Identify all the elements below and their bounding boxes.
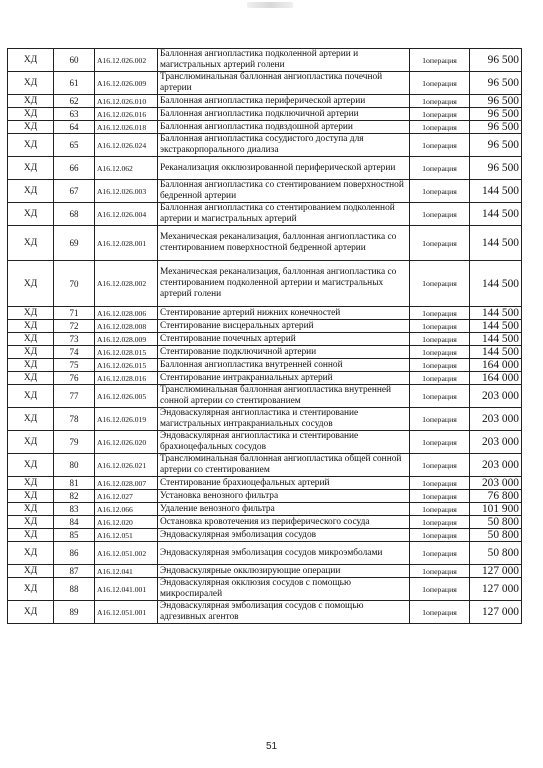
row-number-cell: 89	[54, 601, 95, 624]
price-cell: 203 000	[470, 385, 522, 408]
service-name-cell: Эндоваскулярная ангиопластика и стентирование магистральных интракраниальных сосудов	[158, 408, 410, 431]
table-row	[8, 121, 522, 134]
price-cell: 96 500	[470, 157, 522, 180]
unit-cell: 1операция	[410, 134, 470, 157]
unit-cell: 1операция	[410, 601, 470, 624]
row-number-cell: 73	[54, 333, 95, 346]
table-row	[8, 408, 522, 431]
price-cell: 164 000	[470, 359, 522, 372]
service-code-cell: A16.12.051.002	[95, 542, 158, 565]
department-cell: ХД	[8, 359, 54, 372]
department-cell: ХД	[8, 385, 54, 408]
table-row	[8, 565, 522, 578]
department-cell: ХД	[8, 565, 54, 578]
service-code-cell: A16.12.051	[95, 529, 158, 542]
row-number-cell: 84	[54, 516, 95, 529]
unit-cell: 1операция	[410, 121, 470, 134]
service-code-cell: A16.12.026.003	[95, 180, 158, 203]
service-name-cell: Стентирование подключичной артерии	[158, 346, 410, 359]
table-row	[8, 108, 522, 121]
service-name-cell: Транслюминальная баллонная ангиопластика общей сонной артерии со стентированием	[158, 454, 410, 477]
price-cell: 164 000	[470, 372, 522, 385]
service-code-cell: A16.12.026.015	[95, 359, 158, 372]
row-number-cell: 82	[54, 490, 95, 503]
service-name-cell: Остановка кровотечения из периферического сосуда	[158, 516, 410, 529]
service-name-cell: Баллонная ангиопластика подключичной артерии	[158, 108, 410, 121]
table-row	[8, 503, 522, 516]
service-code-cell: A16.12.028.002	[95, 261, 158, 307]
department-cell: ХД	[8, 157, 54, 180]
unit-cell: 1операция	[410, 408, 470, 431]
price-table-body	[8, 49, 522, 624]
service-code-cell: A16.12.028.009	[95, 333, 158, 346]
service-name-cell: Стентирование брахиоцефальных артерий	[158, 477, 410, 490]
row-number-cell: 68	[54, 203, 95, 226]
unit-cell: 1операция	[410, 307, 470, 320]
table-row	[8, 372, 522, 385]
price-cell: 144 500	[470, 180, 522, 203]
unit-cell: 1операция	[410, 346, 470, 359]
table-row	[8, 516, 522, 529]
price-cell: 144 500	[470, 307, 522, 320]
department-cell: ХД	[8, 108, 54, 121]
unit-cell: 1операция	[410, 542, 470, 565]
row-number-cell: 83	[54, 503, 95, 516]
department-cell: ХД	[8, 320, 54, 333]
unit-cell: 1операция	[410, 359, 470, 372]
row-number-cell: 64	[54, 121, 95, 134]
service-name-cell: Установка венозного фильтра	[158, 490, 410, 503]
table-row	[8, 578, 522, 601]
table-row	[8, 477, 522, 490]
service-code-cell: A16.12.026.016	[95, 108, 158, 121]
table-row	[8, 307, 522, 320]
table-row	[8, 203, 522, 226]
service-code-cell: A16.12.026.009	[95, 72, 158, 95]
table-row	[8, 261, 522, 307]
service-name-cell: Эндоваскулярная эмболизация сосудов микроэмболами	[158, 542, 410, 565]
price-cell: 144 500	[470, 333, 522, 346]
service-name-cell: Транслюминальная баллонная ангиопластика внутренней сонной артерии со стентированием	[158, 385, 410, 408]
department-cell: ХД	[8, 226, 54, 261]
unit-cell: 1операция	[410, 385, 470, 408]
row-number-cell: 74	[54, 346, 95, 359]
unit-cell: 1операция	[410, 72, 470, 95]
price-table	[7, 48, 522, 624]
table-row	[8, 95, 522, 108]
service-name-cell: Стентирование интракраниальных артерий	[158, 372, 410, 385]
row-number-cell: 60	[54, 49, 95, 72]
service-code-cell: A16.12.062	[95, 157, 158, 180]
service-name-cell: Стентирование почечных артерий	[158, 333, 410, 346]
unit-cell: 1операция	[410, 503, 470, 516]
price-cell: 144 500	[470, 320, 522, 333]
department-cell: ХД	[8, 307, 54, 320]
price-cell: 50 800	[470, 542, 522, 565]
row-number-cell: 77	[54, 385, 95, 408]
service-code-cell: A16.12.028.015	[95, 346, 158, 359]
scan-mark	[247, 2, 293, 8]
department-cell: ХД	[8, 490, 54, 503]
row-number-cell: 66	[54, 157, 95, 180]
department-cell: ХД	[8, 95, 54, 108]
table-row	[8, 157, 522, 180]
unit-cell: 1операция	[410, 529, 470, 542]
row-number-cell: 81	[54, 477, 95, 490]
service-code-cell: A16.12.027	[95, 490, 158, 503]
department-cell: ХД	[8, 516, 54, 529]
service-code-cell: A16.12.026.018	[95, 121, 158, 134]
department-cell: ХД	[8, 121, 54, 134]
unit-cell: 1операция	[410, 578, 470, 601]
row-number-cell: 75	[54, 359, 95, 372]
price-cell: 144 500	[470, 226, 522, 261]
service-name-cell: Стентирование артерий нижних конечностей	[158, 307, 410, 320]
service-code-cell: A16.12.026.024	[95, 134, 158, 157]
table-row	[8, 359, 522, 372]
unit-cell: 1операция	[410, 490, 470, 503]
row-number-cell: 80	[54, 454, 95, 477]
row-number-cell: 63	[54, 108, 95, 121]
unit-cell: 1операция	[410, 372, 470, 385]
price-cell: 101 900	[470, 503, 522, 516]
table-row	[8, 542, 522, 565]
service-name-cell: Баллонная ангиопластика со стентированием поверхностной бедренной артерии	[158, 180, 410, 203]
service-code-cell: A16.12.026.010	[95, 95, 158, 108]
service-name-cell: Эндоваскулярные окклюзирующие операции	[158, 565, 410, 578]
unit-cell: 1операция	[410, 333, 470, 346]
service-name-cell: Механическая реканализация, баллонная ангиопластика со стентированием подколенной артерии и магистральных артерий голени	[158, 261, 410, 307]
department-cell: ХД	[8, 49, 54, 72]
row-number-cell: 87	[54, 565, 95, 578]
row-number-cell: 67	[54, 180, 95, 203]
department-cell: ХД	[8, 333, 54, 346]
service-name-cell: Баллонная ангиопластика периферической артерии	[158, 95, 410, 108]
row-number-cell: 85	[54, 529, 95, 542]
row-number-cell: 65	[54, 134, 95, 157]
price-cell: 127 000	[470, 565, 522, 578]
price-cell: 76 800	[470, 490, 522, 503]
row-number-cell: 72	[54, 320, 95, 333]
row-number-cell: 70	[54, 261, 95, 307]
department-cell: ХД	[8, 346, 54, 359]
unit-cell: 1операция	[410, 180, 470, 203]
unit-cell: 1операция	[410, 454, 470, 477]
service-name-cell: Баллонная ангиопластика подвздошной артерии	[158, 121, 410, 134]
price-cell: 127 000	[470, 578, 522, 601]
department-cell: ХД	[8, 503, 54, 516]
service-name-cell: Эндоваскулярная ангиопластика и стентирование брахиоцефальных сосудов	[158, 431, 410, 454]
row-number-cell: 76	[54, 372, 95, 385]
service-name-cell: Эндоваскулярная эмболизация сосудов с помощью адгезивных агентов	[158, 601, 410, 624]
price-cell: 203 000	[470, 431, 522, 454]
price-cell: 203 000	[470, 477, 522, 490]
table-row	[8, 385, 522, 408]
service-code-cell: A16.12.026.021	[95, 454, 158, 477]
department-cell: ХД	[8, 261, 54, 307]
department-cell: ХД	[8, 529, 54, 542]
service-code-cell: A16.12.051.001	[95, 601, 158, 624]
service-code-cell: A16.12.028.006	[95, 307, 158, 320]
table-row	[8, 333, 522, 346]
price-cell: 127 000	[470, 601, 522, 624]
service-code-cell: A16.12.020	[95, 516, 158, 529]
unit-cell: 1операция	[410, 261, 470, 307]
department-cell: ХД	[8, 180, 54, 203]
price-cell: 50 800	[470, 516, 522, 529]
department-cell: ХД	[8, 477, 54, 490]
table-row	[8, 529, 522, 542]
table-row	[8, 49, 522, 72]
service-name-cell: Баллонная ангиопластика подколенной артерии и магистральных артерий голени	[158, 49, 410, 72]
table-row	[8, 72, 522, 95]
price-cell: 96 500	[470, 72, 522, 95]
row-number-cell: 78	[54, 408, 95, 431]
unit-cell: 1операция	[410, 565, 470, 578]
service-code-cell: A16.12.041.001	[95, 578, 158, 601]
table-row	[8, 454, 522, 477]
service-code-cell: A16.12.028.007	[95, 477, 158, 490]
service-code-cell: A16.12.026.004	[95, 203, 158, 226]
table-row	[8, 601, 522, 624]
table-row	[8, 134, 522, 157]
price-cell: 96 500	[470, 121, 522, 134]
service-code-cell: A16.12.041	[95, 565, 158, 578]
department-cell: ХД	[8, 372, 54, 385]
service-code-cell: A16.12.026.005	[95, 385, 158, 408]
table-row	[8, 226, 522, 261]
service-name-cell: Эндоваскулярная эмболизация сосудов	[158, 529, 410, 542]
service-name-cell: Баллонная ангиопластика со стентированием подколенной артерии и магистральных артерий	[158, 203, 410, 226]
unit-cell: 1операция	[410, 157, 470, 180]
row-number-cell: 62	[54, 95, 95, 108]
price-cell: 203 000	[470, 454, 522, 477]
unit-cell: 1операция	[410, 226, 470, 261]
department-cell: ХД	[8, 134, 54, 157]
price-cell: 50 800	[470, 529, 522, 542]
service-code-cell: A16.12.026.019	[95, 408, 158, 431]
service-name-cell: Эндоваскулярная окклюзия сосудов с помощью микроспиралей	[158, 578, 410, 601]
page-number: 51	[265, 741, 278, 752]
department-cell: ХД	[8, 542, 54, 565]
table-row	[8, 346, 522, 359]
department-cell: ХД	[8, 72, 54, 95]
table-row	[8, 431, 522, 454]
service-code-cell: A16.12.026.002	[95, 49, 158, 72]
row-number-cell: 61	[54, 72, 95, 95]
price-cell: 96 500	[470, 134, 522, 157]
price-cell: 96 500	[470, 108, 522, 121]
department-cell: ХД	[8, 601, 54, 624]
unit-cell: 1операция	[410, 49, 470, 72]
unit-cell: 1операция	[410, 95, 470, 108]
unit-cell: 1операция	[410, 516, 470, 529]
row-number-cell: 88	[54, 578, 95, 601]
price-cell: 96 500	[470, 95, 522, 108]
service-code-cell: A16.12.028.008	[95, 320, 158, 333]
service-code-cell: A16.12.028.001	[95, 226, 158, 261]
unit-cell: 1операция	[410, 320, 470, 333]
service-name-cell: Стентирование висцеральных артерий	[158, 320, 410, 333]
price-cell: 96 500	[470, 49, 522, 72]
service-name-cell: Удаление венозного фильтра	[158, 503, 410, 516]
row-number-cell: 86	[54, 542, 95, 565]
service-code-cell: A16.12.066	[95, 503, 158, 516]
table-row	[8, 490, 522, 503]
service-name-cell: Реканализация окклюзированной периферической артерии	[158, 157, 410, 180]
service-name-cell: Баллонная ангиопластика сосудистого доступа для экстракорпорального диализа	[158, 134, 410, 157]
price-cell: 144 500	[470, 346, 522, 359]
table-row	[8, 180, 522, 203]
row-number-cell: 69	[54, 226, 95, 261]
price-cell: 144 500	[470, 203, 522, 226]
price-cell: 203 000	[470, 408, 522, 431]
department-cell: ХД	[8, 578, 54, 601]
department-cell: ХД	[8, 431, 54, 454]
service-name-cell: Транслюминальная баллонная ангиопластика почечной артерии	[158, 72, 410, 95]
row-number-cell: 71	[54, 307, 95, 320]
unit-cell: 1операция	[410, 431, 470, 454]
service-code-cell: A16.12.026.020	[95, 431, 158, 454]
table-row	[8, 320, 522, 333]
row-number-cell: 79	[54, 431, 95, 454]
department-cell: ХД	[8, 203, 54, 226]
unit-cell: 1операция	[410, 108, 470, 121]
price-cell: 144 500	[470, 261, 522, 307]
unit-cell: 1операция	[410, 203, 470, 226]
unit-cell: 1операция	[410, 477, 470, 490]
department-cell: ХД	[8, 408, 54, 431]
department-cell: ХД	[8, 454, 54, 477]
service-code-cell: A16.12.028.016	[95, 372, 158, 385]
service-name-cell: Механическая реканализация, баллонная ангиопластика со стентированием поверхностной бедренной артерии	[158, 226, 410, 261]
service-name-cell: Баллонная ангиопластика внутренней сонной	[158, 359, 410, 372]
